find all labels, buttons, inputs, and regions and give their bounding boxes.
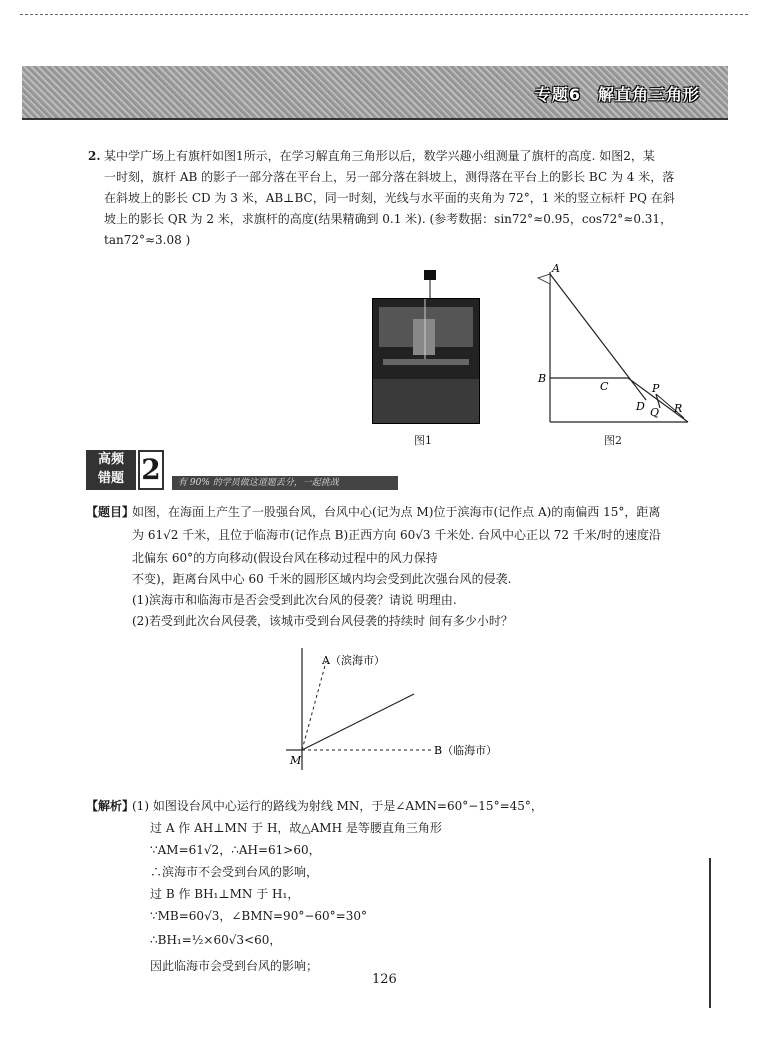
label-D: D: [636, 400, 645, 413]
solution-label: 【解析】: [86, 799, 135, 813]
label-P: P: [652, 382, 660, 395]
label-B: B: [538, 372, 547, 385]
problem-label: 【题目】: [86, 505, 135, 519]
solution-line-7: ∴BH₁=½×60√3<60，: [150, 933, 282, 947]
question-number: 2.: [88, 149, 101, 163]
problem-figure: [282, 644, 522, 772]
q2-line-5: tan72°≈3.08 ): [104, 233, 191, 247]
label-Q: Q: [650, 406, 660, 419]
figure-1-caption: 图1: [414, 434, 432, 447]
margin-rule: [709, 858, 711, 1008]
section-tag-bottom: 错题: [97, 471, 124, 486]
label-R: R: [674, 402, 683, 415]
solution-line-1: (1) 如图设台风中心运行的路线为射线 MN，于是∠AMN=60°−15°=45°，: [132, 799, 543, 813]
section-tag-box: [86, 450, 136, 490]
q2-line-2: 一时刻，旗杆 AB 的影子一部分落在平台上，另一部分落在斜坡上，测得落在平台上的影长 BC 为 4 米，落: [104, 170, 675, 184]
q2-line-3: 在斜坡上的影长 CD 为 3 米，AB⊥BC，同一时刻，光线与水平面的夹角为 72°，1 米的竖立标杆 PQ 在斜: [104, 191, 675, 205]
figure-1-photo: [372, 298, 480, 424]
section-tagline: 有 90% 的学员做这道题丢分，一起挑战: [172, 476, 398, 490]
problem-line-3: 北偏东 60°的方向移动(假设台风在移动过程中的风力保持: [132, 551, 438, 565]
chapter-banner: [22, 66, 728, 120]
solution-line-8: 因此临海市会受到台风的影响；: [150, 959, 319, 973]
q2-line-4: 坡上的影长 QR 为 2 米，求旗杆的高度(结果精确到 0.1 米). (参考数据：sin72°≈0.95，cos72°≈0.31，: [104, 212, 673, 226]
problem-line-1: 如图，在海面上产生了一股强台风，台风中心(记为点 M)位于滨海市(记作点 A)的南偏西 15°，距离: [132, 505, 661, 519]
figure-2-caption: 图2: [604, 434, 622, 447]
q2-line-1: 某中学广场上有旗杆如图1所示，在学习解直角三角形以后，数学兴趣小组测量了旗杆的高度. 如图2，某: [104, 149, 655, 163]
section-tag-top: 高频: [97, 452, 124, 467]
section-tag: [86, 450, 166, 492]
flag-photo-flag: [420, 266, 440, 300]
section-number: 2: [138, 450, 164, 490]
solution-line-2: 过 A 作 AH⊥MN 于 H，故△AMH 是等腰直角三角形: [150, 821, 442, 835]
problem-line-4: 不变)，距离台风中心 60 千米的圆形区域内均会受到此次强台风的侵袭.: [132, 572, 512, 586]
solution-line-6: ∵MB=60√3，∠BMN=90°−60°=30°: [150, 909, 367, 923]
figure-2-diagram: [530, 262, 700, 426]
solution-line-5: 过 B 作 BH₁⊥MN 于 H₁，: [150, 887, 300, 901]
photo-detail: [373, 299, 479, 423]
page-number: 126: [372, 972, 397, 987]
solution-line-4: ∴滨海市不会受到台风的影响，: [150, 865, 319, 879]
label-B-linhai: B（临海市）: [434, 744, 498, 757]
solution-line-3: ∵AM=61√2，∴AH=61>60，: [150, 843, 321, 857]
label-M: M: [290, 754, 302, 767]
problem-line-5: (1)滨海市和临海市是否会受到此次台风的侵袭？请说 明理由.: [132, 593, 457, 607]
label-C: C: [600, 380, 609, 393]
label-A: A: [552, 262, 560, 275]
problem-line-2: 为 61√2 千米，且位于临海市(记作点 B)正西方向 60√3 千米处. 台风中心正以 72 千米/时的速度沿: [132, 528, 661, 542]
chapter-title: 专题6 解直角三角形: [534, 85, 700, 104]
top-dashed-rule: [20, 14, 748, 15]
label-A-binhai: A（滨海市）: [322, 654, 385, 667]
problem-line-6: (2)若受到此次台风侵袭，该城市受到台风侵袭的持续时 间有多少小时？: [132, 614, 513, 628]
